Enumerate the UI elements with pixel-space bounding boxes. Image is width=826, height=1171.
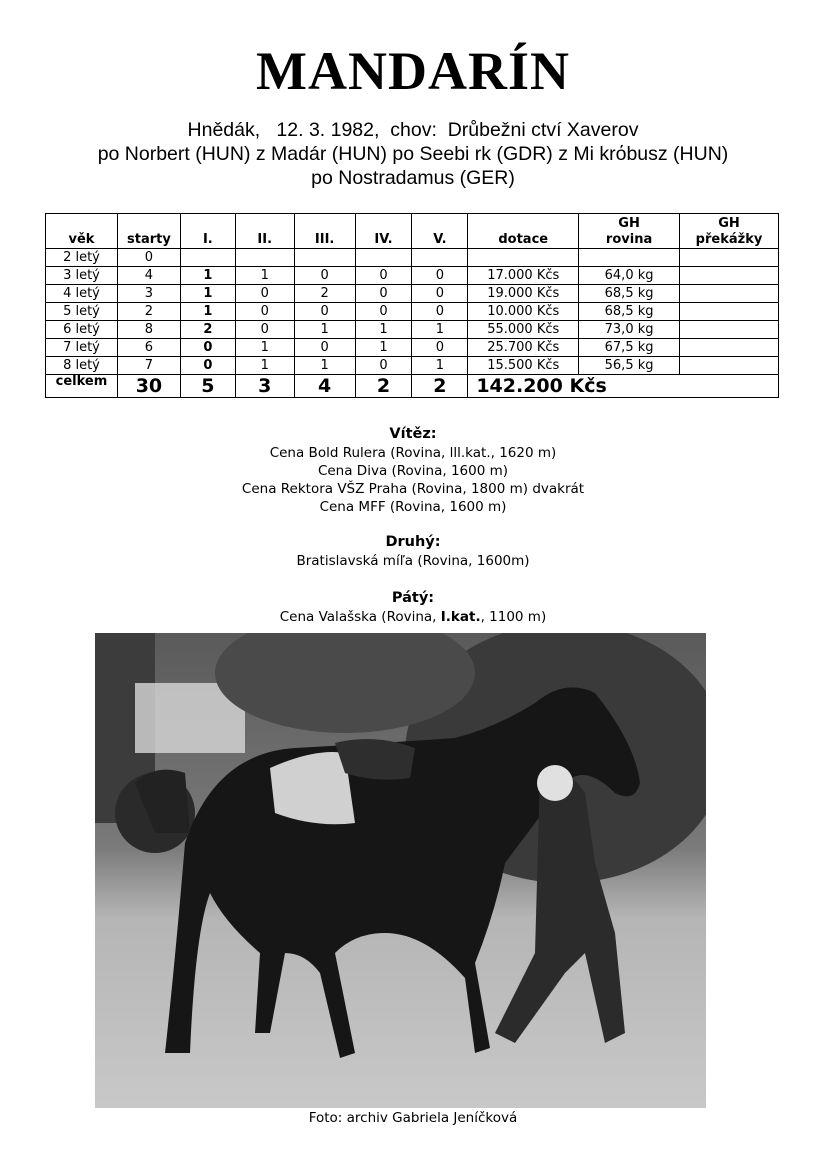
row-third: 0 [294, 339, 355, 357]
winner-section [0, 425, 826, 516]
row-fourth [355, 249, 412, 267]
fifth-item-category: I.kat. [440, 609, 481, 625]
winner-heading: Vítěz: [389, 426, 437, 442]
info-line-1: Hnědák, 12. 3. 1982, chov: Drůbežni ctví Xaverov [187, 119, 639, 141]
table-row [46, 357, 779, 375]
row-starts: 2 [117, 303, 180, 321]
header-starts: starty [117, 214, 180, 249]
row-fourth: 0 [355, 303, 412, 321]
table-total-row [46, 375, 779, 398]
header-third: III. [294, 214, 355, 249]
row-first: 1 [180, 267, 235, 285]
row-fourth: 0 [355, 267, 412, 285]
info-line-3: po Nostradamus (GER) [311, 167, 515, 189]
header-gh-flat-bottom: rovina [605, 232, 653, 247]
row-gh-flat: 73,0 kg [579, 321, 680, 339]
row-fifth: 0 [412, 285, 468, 303]
row-prize: 10.000 Kčs [468, 303, 579, 321]
header-age: věk [46, 214, 118, 249]
fifth-item-suffix: , 1100 m) [480, 609, 547, 625]
total-second: 3 [235, 375, 294, 398]
row-gh-hurdle [680, 339, 779, 357]
row-second: 1 [235, 339, 294, 357]
row-gh-flat: 68,5 kg [579, 285, 680, 303]
row-fifth: 1 [412, 357, 468, 375]
row-third: 1 [294, 321, 355, 339]
row-first: 2 [180, 321, 235, 339]
row-second: 1 [235, 267, 294, 285]
header-gh-flat [579, 214, 680, 249]
row-age: 3 letý [46, 267, 118, 285]
fifth-heading: Pátý: [391, 590, 435, 606]
total-starts: 30 [117, 375, 180, 398]
row-age: 5 letý [46, 303, 118, 321]
row-fifth: 0 [412, 303, 468, 321]
row-gh-hurdle [680, 267, 779, 285]
total-prize: 142.200 Kčs [468, 375, 779, 398]
row-second: 1 [235, 357, 294, 375]
race-results-table [45, 213, 779, 398]
row-fifth: 0 [412, 339, 468, 357]
row-gh-flat: 56,5 kg [579, 357, 680, 375]
row-gh-hurdle [680, 321, 779, 339]
row-prize: 55.000 Kčs [468, 321, 579, 339]
total-fourth: 2 [355, 375, 412, 398]
row-gh-flat: 64,0 kg [579, 267, 680, 285]
row-prize: 17.000 Kčs [468, 267, 579, 285]
row-third: 0 [294, 267, 355, 285]
row-age: 6 letý [46, 321, 118, 339]
horse-info [0, 118, 826, 190]
row-gh-hurdle [680, 303, 779, 321]
total-third: 4 [294, 375, 355, 398]
photo-caption: Foto: archiv Gabriela Jeníčková [308, 1110, 518, 1126]
header-gh-hurdle-top: GH [718, 216, 740, 231]
horse-name-title: MANDARÍN [256, 41, 570, 101]
table-row [46, 267, 779, 285]
row-prize: 15.500 Kčs [468, 357, 579, 375]
row-starts: 8 [117, 321, 180, 339]
row-gh-hurdle [680, 357, 779, 375]
second-place-section [0, 533, 826, 570]
row-prize: 19.000 Kčs [468, 285, 579, 303]
row-gh-hurdle [680, 285, 779, 303]
row-starts: 4 [117, 267, 180, 285]
winner-item: Cena Bold Rulera (Rovina, lll.kat., 1620 m) [269, 445, 557, 461]
total-first: 5 [180, 375, 235, 398]
fifth-item [0, 608, 826, 626]
row-starts: 0 [117, 249, 180, 267]
header-gh-hurdle-bottom: překážky [695, 232, 763, 247]
table-row [46, 285, 779, 303]
row-gh-flat [579, 249, 680, 267]
header-prize: dotace [468, 214, 579, 249]
header-gh-hurdle [680, 214, 779, 249]
row-first: 0 [180, 339, 235, 357]
row-fourth: 1 [355, 321, 412, 339]
table-row [46, 321, 779, 339]
row-fourth: 0 [355, 285, 412, 303]
header-fifth: V. [412, 214, 468, 249]
row-second [235, 249, 294, 267]
row-gh-hurdle [680, 249, 779, 267]
table-row [46, 249, 779, 267]
header-second: II. [235, 214, 294, 249]
row-fifth: 1 [412, 321, 468, 339]
row-age: 2 letý [46, 249, 118, 267]
row-starts: 3 [117, 285, 180, 303]
fifth-place-section [0, 589, 826, 626]
winner-item: Cena Rektora VŠZ Praha (Rovina, 1800 m) dvakrát [241, 481, 585, 497]
winner-item: Cena Diva (Rovina, 1600 m) [317, 463, 509, 479]
row-first: 1 [180, 285, 235, 303]
second-heading: Druhý: [385, 534, 441, 550]
row-second: 0 [235, 303, 294, 321]
row-third: 2 [294, 285, 355, 303]
table-row [46, 339, 779, 357]
row-third: 0 [294, 303, 355, 321]
row-second: 0 [235, 285, 294, 303]
row-third [294, 249, 355, 267]
row-first [180, 249, 235, 267]
header-gh-flat-top: GH [618, 216, 640, 231]
row-gh-flat: 68,5 kg [579, 303, 680, 321]
winner-item: Cena MFF (Rovina, 1600 m) [319, 499, 507, 515]
row-third: 1 [294, 357, 355, 375]
row-fourth: 1 [355, 339, 412, 357]
info-line-2: po Norbert (HUN) z Madár (HUN) po Seebi rk (GDR) z Mi krόbusz (HUN) [97, 143, 729, 165]
row-first: 0 [180, 357, 235, 375]
header-first: I. [180, 214, 235, 249]
row-age: 7 letý [46, 339, 118, 357]
row-gh-flat: 67,5 kg [579, 339, 680, 357]
total-label: celkem [46, 375, 118, 398]
table-header-row [46, 214, 779, 249]
row-age: 4 letý [46, 285, 118, 303]
row-fourth: 0 [355, 357, 412, 375]
second-item: Bratislavská míľa (Rovina, 1600m) [296, 553, 530, 569]
row-starts: 6 [117, 339, 180, 357]
row-prize [468, 249, 579, 267]
total-fifth: 2 [412, 375, 468, 398]
row-first: 1 [180, 303, 235, 321]
row-second: 0 [235, 321, 294, 339]
row-fifth [412, 249, 468, 267]
row-starts: 7 [117, 357, 180, 375]
row-prize: 25.700 Kčs [468, 339, 579, 357]
row-fifth: 0 [412, 267, 468, 285]
horse-photo [95, 633, 706, 1108]
header-fourth: IV. [355, 214, 412, 249]
row-age: 8 letý [46, 357, 118, 375]
table-row [46, 303, 779, 321]
fifth-item-prefix: Cena Valašska (Rovina, [279, 609, 441, 625]
